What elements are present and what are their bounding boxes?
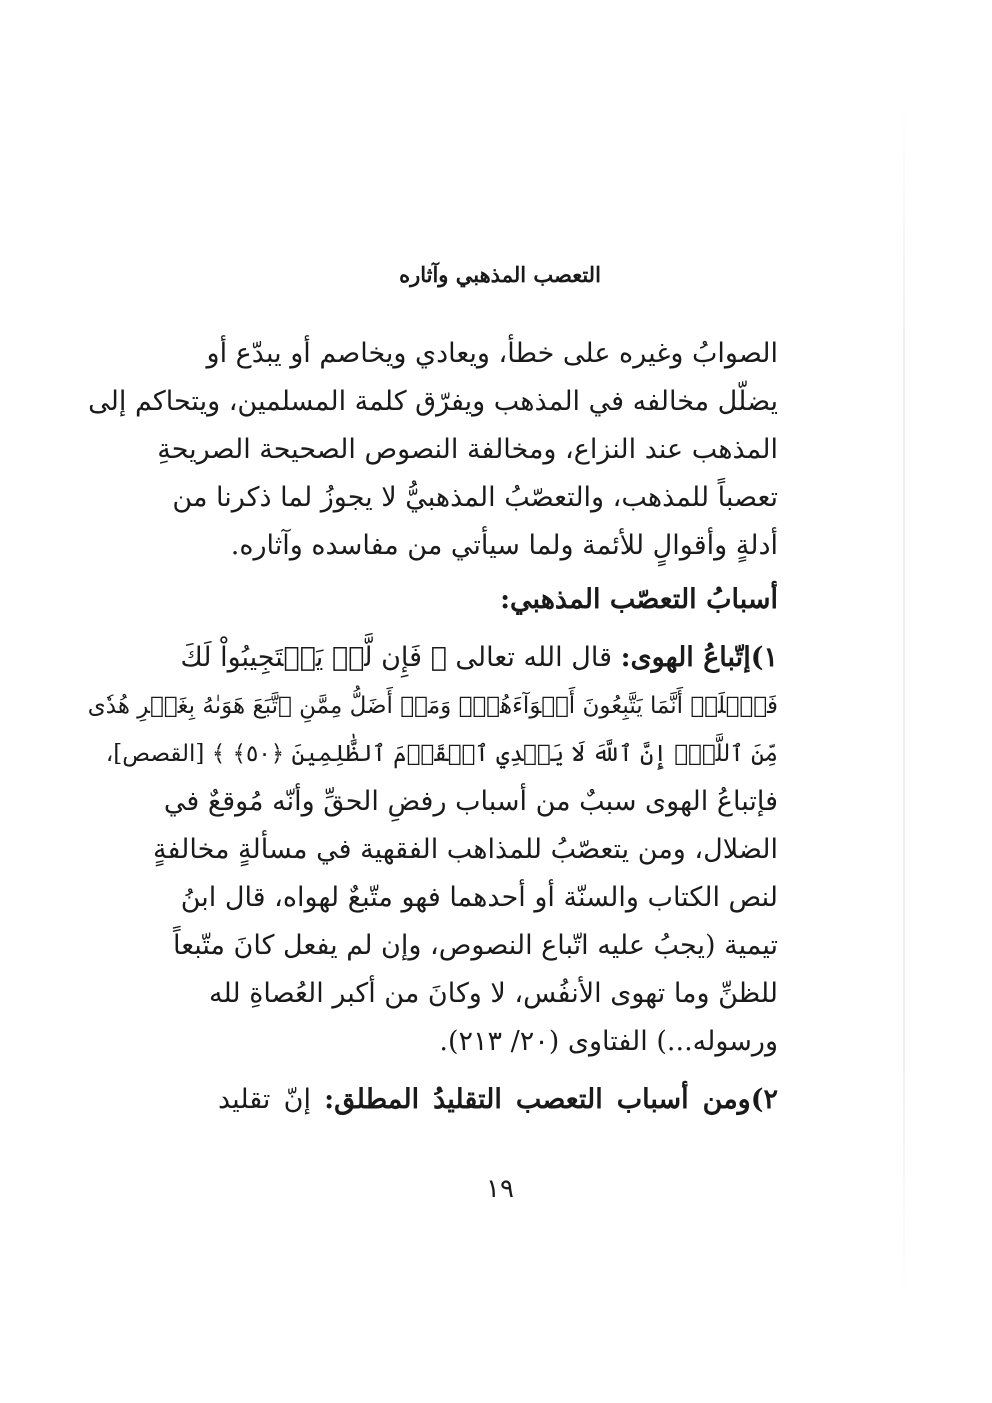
body-line: للظنِّ وما تهوى الأنفُس، لا وكانَ من أكبر العُصاةِ لله <box>208 978 778 1009</box>
cause-1-title: إتّباعُ الهوى: <box>620 642 751 673</box>
body-line: تعصباً للمذهب، والتعصّبُ المذهبيُّ لا يجوزُ لما ذكرنا من <box>172 482 778 513</box>
cause-2-first-line <box>218 1076 778 1124</box>
running-header: التعصب المذهبي وآثاره <box>399 262 601 287</box>
body-line: لنص الكتاب والسنّة أو أحدهما فهو متّبعٌ لهواه، قال ابنُ <box>180 882 778 913</box>
quran-verse-line: مِّنَ ٱللَّهِۚ إِنَّ ٱللَّهَ لَا يَهۡدِي ٱلۡقَوۡمَ ٱلظَّٰلِمِينَ ﴿٥٠﴾ ﴾ [القصص]، <box>105 741 778 767</box>
body-line: يضلّل مخالفه في المذهب ويفرّق كلمة المسلمين، ويتحاكم إلى <box>88 386 778 417</box>
body-line: الصوابُ وغيره على خطأ، ويعادي ويخاصم أو يبدّع أو <box>206 338 778 369</box>
quran-verse-line: فَٱعۡلَمۡ أَنَّمَا يَتَّبِعُونَ أَهۡوَآءَهُمۡۚ وَمَنۡ أَضَلُّ مِمَّنِ ٱتَّبَعَ هَوَىٰهُ بِغَيۡرِ هُدٗى <box>87 693 778 719</box>
body-line: فإتباعُ الهوى سببٌ من أسباب رفضِ الحقِّ وأنّه مُوقعٌ في <box>163 786 778 817</box>
cause-2-intro: إنّ تقليد <box>218 1084 325 1115</box>
cause-1-intro: قال الله تعالى ﴿ فَإِن لَّمۡ يَسۡتَجِيبُواْ لَكَ <box>180 642 621 673</box>
page-body <box>87 330 778 1124</box>
body-line: المذهب عند النزاع، ومخالفة النصوص الصحيحة الصريحةِ <box>157 434 778 465</box>
body-line: تيمية (يجبُ عليه اتّباع النصوص، وإن لم يفعل كانَ متّبعاً <box>172 930 778 961</box>
cause-2-title: ومن أسباب التعصب التقليدُ المطلق: <box>324 1084 751 1115</box>
cause-2-number: ٢) <box>750 1084 778 1115</box>
body-line: الضلال، ومن يتعصّبُ للمذاهب الفقهية في مسألةٍ مخالفةٍ <box>152 834 778 865</box>
cause-1-first-line <box>180 634 778 682</box>
body-line: ورسوله...) الفتاوى (٢٠/ ٢١٣). <box>439 1026 778 1057</box>
section-heading: أسبابُ التعصّب المذهبي: <box>500 584 778 615</box>
page-edge-shadow <box>903 90 905 1313</box>
page-number: ١٩ <box>486 1174 514 1204</box>
cause-1-number: ١) <box>750 642 778 673</box>
body-line: أدلةٍ وأقوالٍ للأئمة ولما سيأتي من مفاسده وآثاره. <box>230 530 778 561</box>
